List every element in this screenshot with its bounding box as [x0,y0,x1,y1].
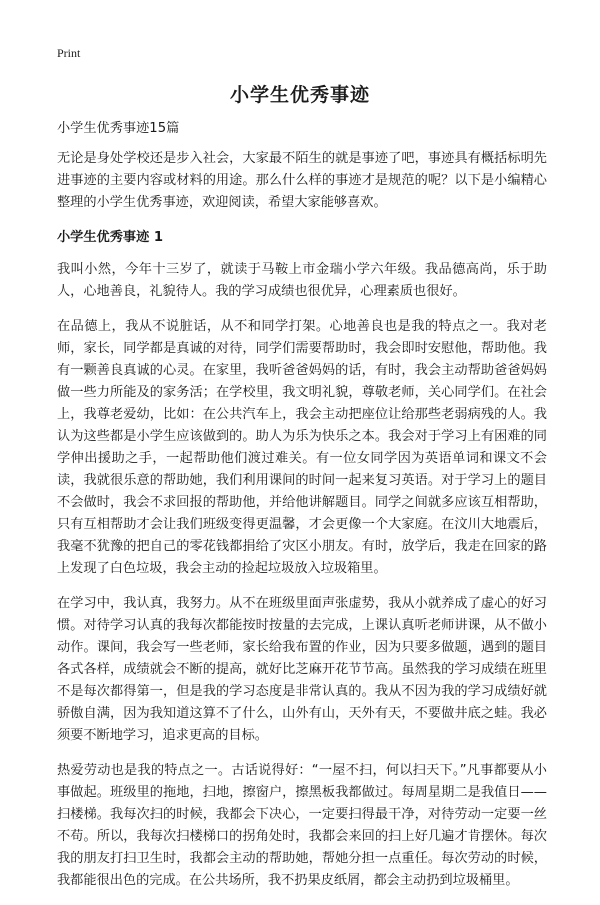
body-paragraph: 我叫小然，今年十三岁了，就读于马鞍上市金瑞小学六年级。我品德高尚，乐于助人，心地善良，礼貌待人。我的学习成绩也很优异，心理素质也很好。 [57,262,547,299]
article-body [57,118,547,905]
body-paragraph: 在学习中，我认真，我努力。从不在班级里面声张虚势，我从小就养成了虚心的好习惯。对待学习认真的我每次都能按时按量的去完成，上课认真听老师讲课，从不做小动作。课间，我会写一些老师，家长给我布置的作业，因为只要多做题，遇到的题目各式各样，成绩就会不断的提高，就好比芝麻开花节节高。虽然我的学习成绩在班里不是每次都得第一，但是我的学习态度是非常认真的。我从不因为我的学习成绩好就骄傲自满，因为我知道这算不了什么，山外有山，天外有天，不要做井底之蛙。我必须要不断地学习，追求更高的目标。 [57,596,547,743]
print-link[interactable]: Print [57,46,81,60]
article-subtitle: 小学生优秀事迹15篇 [57,121,180,136]
page-title: 小学生优秀事迹 [229,84,370,106]
section-heading: 小学生优秀事迹 1 [57,230,164,245]
body-paragraph: 在品德上，我从不说脏话，从不和同学打架。心地善良也是我的特点之一。我对老师，家长，同学都是真诚的对待，同学们需要帮助时，我会即时安慰他，帮助他。我有一颗善良真诚的心灵。在家里，我听爸爸妈妈的话，有时，我会主动帮助爸爸妈妈做一些力所能及的家务活；在学校里，我文明礼貌，尊敬老师，关心同学们。在社会上，我尊老爱幼，比如：在公共汽车上，我会主动把座位让给那些老弱病残的人。我认为这些都是小学生应该做到的。助人为乐为快乐之本。我会对于学习上有困难的同学伸出援助之手，一起帮助他们渡过难关。有一位女同学因为英语单词和课文不会读，我就很乐意的帮助她，我们利用课间的时间一起来复习英语。对于学习上的题目不会做时，我会不求回报的帮助他，并给他讲解题目。同学之间就多应该互相帮助，只有互相帮助才会让我们班级变得更温馨，才会更像一个大家庭。在汶川大地震后，我毫不犹豫的把自己的零花钱都捐给了灾区小朋友。有时，放学后，我走在回家的路上发现了白色垃圾，我会主动的捡起垃圾放入垃圾箱里。 [57,319,547,576]
intro-paragraph: 无论是身处学校还是步入社会，大家最不陌生的就是事迹了吧，事迹具有概括标明先进事迹的主要内容或材料的用途。那么什么样的事迹才是规范的呢？以下是小编精心整理的小学生优秀事迹，欢迎阅读，希望大家能够喜欢。 [57,151,547,210]
body-paragraph: 热爱劳动也是我的特点之一。古话说得好：“一屋不扫，何以扫天下。”凡事都要从小事做起。班级里的拖地，扫地，擦窗户，擦黑板我都做过。每周星期二是我值日——扫楼梯。我每次扫的时候，我都会下决心，一定要扫得最干净，对待劳动一定要一丝不苟。所以，我每次扫楼梯口的拐角处时，我都会来回的扫上好几遍才肯摆休。每次我的朋友打扫卫生时，我都会主动的帮助她，帮她分担一点重任。每次劳动的时候，我都能很出色的完成。在公共场所，我不扔果皮纸屑，都会主动扔到垃圾桶里。 [57,763,547,888]
